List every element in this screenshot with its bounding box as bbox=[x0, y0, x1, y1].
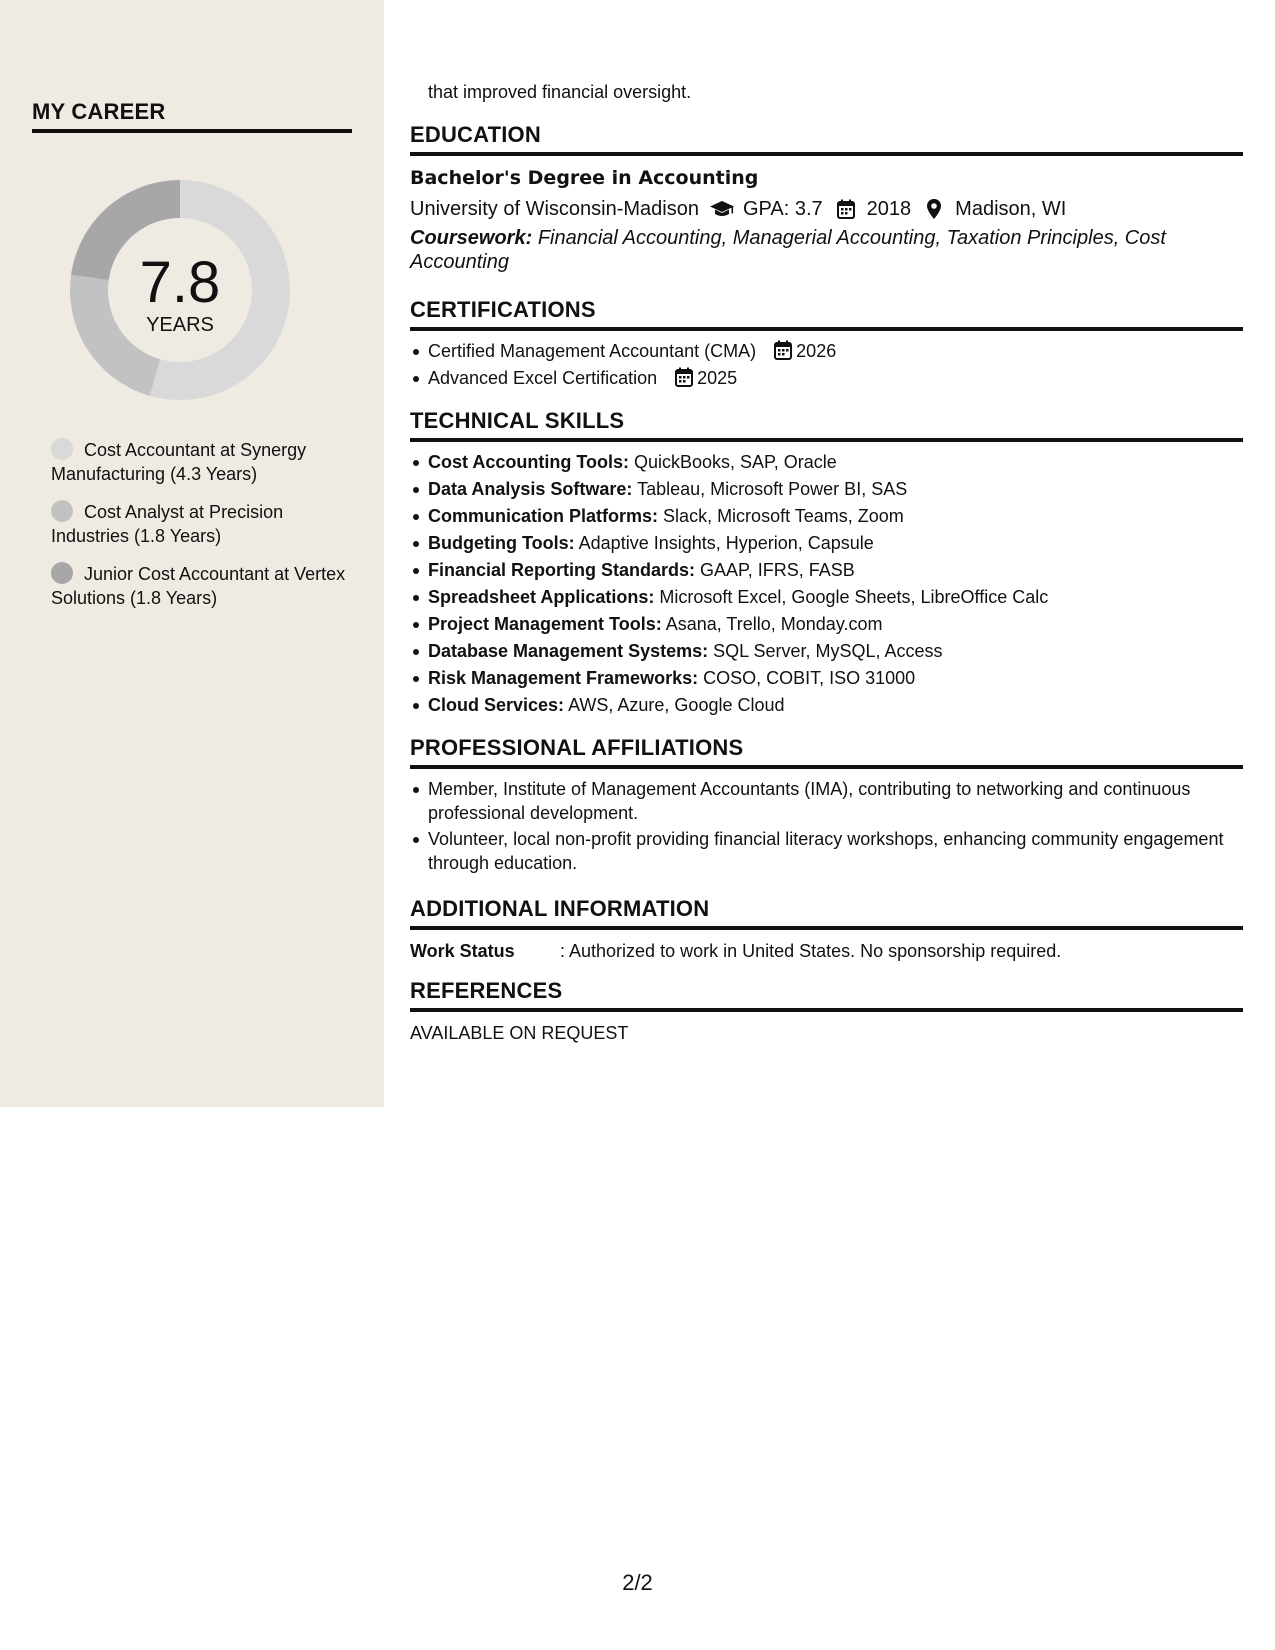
graduation-year: 2018 bbox=[866, 198, 912, 220]
career-item bbox=[51, 500, 351, 548]
skills-list bbox=[410, 450, 1243, 717]
skill-label: Risk Management Frameworks: bbox=[428, 668, 699, 688]
additional-info-heading: ADDITIONAL INFORMATION bbox=[410, 896, 710, 921]
list-item bbox=[410, 477, 1243, 501]
page-number: 2/2 bbox=[622, 1570, 653, 1595]
gpa: GPA: 3.7 bbox=[742, 198, 823, 220]
section-rule bbox=[410, 438, 1243, 442]
career-heading-rule bbox=[32, 129, 352, 133]
skills-heading: TECHNICAL SKILLS bbox=[410, 408, 625, 433]
skill-label: Data Analysis Software: bbox=[428, 479, 633, 499]
career-donut-chart bbox=[66, 176, 294, 404]
legend-dot bbox=[51, 500, 73, 522]
section-rule bbox=[410, 765, 1243, 769]
graduation-cap-icon bbox=[709, 198, 735, 220]
coursework-label: Coursework: bbox=[410, 227, 533, 249]
list-item: Volunteer, local non-profit providing financial literacy workshops, enhancing community engagement through education. bbox=[410, 827, 1243, 875]
list-item bbox=[410, 366, 1243, 390]
total-years-value: 7.8 bbox=[139, 250, 221, 315]
certification-year: 2025 bbox=[697, 368, 738, 388]
certification-name: Advanced Excel Certification bbox=[428, 368, 658, 388]
list-item bbox=[410, 612, 1243, 636]
list-item bbox=[410, 504, 1243, 528]
skill-label: Budgeting Tools: bbox=[428, 533, 575, 553]
work-status-value: : Authorized to work in United States. No sponsorship required. bbox=[560, 941, 1062, 961]
career-heading: MY CAREER bbox=[32, 99, 166, 124]
certifications-section bbox=[410, 296, 1243, 393]
certification-year: 2026 bbox=[796, 341, 837, 361]
career-legend bbox=[51, 438, 351, 624]
career-item bbox=[51, 438, 351, 486]
career-item-label: Cost Accountant at Synergy Manufacturing (4.3 Years) bbox=[51, 440, 307, 484]
skill-value: GAAP, IFRS, FASB bbox=[700, 560, 855, 580]
certification-name: Certified Management Accountant (CMA) bbox=[428, 341, 757, 361]
skill-label: Project Management Tools: bbox=[428, 614, 662, 634]
skill-label: Cloud Services: bbox=[428, 695, 565, 715]
list-item: Member, Institute of Management Accountants (IMA), contributing to networking and continuous professional development. bbox=[410, 777, 1243, 825]
certifications-list bbox=[410, 339, 1243, 390]
list-item bbox=[410, 693, 1243, 717]
skill-value: Tableau, Microsoft Power BI, SAS bbox=[637, 479, 908, 499]
coursework bbox=[410, 226, 1243, 274]
skill-label: Database Management Systems: bbox=[428, 641, 709, 661]
calendar-icon bbox=[773, 340, 793, 360]
skill-value: COSO, COBIT, ISO 31000 bbox=[703, 668, 916, 688]
list-item bbox=[410, 666, 1243, 690]
skill-label: Cost Accounting Tools: bbox=[428, 452, 629, 472]
skill-value: AWS, Azure, Google Cloud bbox=[568, 695, 785, 715]
career-item-label: Cost Analyst at Precision Industries (1.8 Years) bbox=[51, 502, 284, 546]
list-item bbox=[410, 531, 1243, 555]
calendar-icon bbox=[674, 367, 694, 387]
section-rule bbox=[410, 1008, 1243, 1012]
affiliations-list bbox=[410, 777, 1243, 875]
education-section bbox=[410, 121, 1243, 274]
skill-value: Slack, Microsoft Teams, Zoom bbox=[663, 506, 904, 526]
education-heading: EDUCATION bbox=[410, 122, 541, 147]
section-rule bbox=[410, 926, 1243, 930]
affiliations-heading: PROFESSIONAL AFFILIATIONS bbox=[410, 735, 744, 760]
legend-dot bbox=[51, 438, 73, 460]
legend-dot bbox=[51, 562, 73, 584]
sidebar bbox=[0, 0, 384, 1107]
list-item bbox=[410, 585, 1243, 609]
additional-info-section bbox=[410, 895, 1243, 963]
work-status-row bbox=[410, 939, 1243, 963]
section-rule bbox=[410, 327, 1243, 331]
degree-title: Bachelor's Degree in Accounting bbox=[410, 167, 759, 189]
map-pin-icon bbox=[921, 198, 947, 220]
career-item-label: Junior Cost Accountant at Vertex Solutions (1.8 Years) bbox=[51, 564, 346, 608]
list-item bbox=[410, 558, 1243, 582]
skill-value: SQL Server, MySQL, Access bbox=[713, 641, 943, 661]
years-label: YEARS bbox=[146, 314, 214, 336]
skill-value: Adaptive Insights, Hyperion, Capsule bbox=[578, 533, 874, 553]
skill-label: Spreadsheet Applications: bbox=[428, 587, 655, 607]
skill-value: Asana, Trello, Monday.com bbox=[665, 614, 883, 634]
list-item bbox=[410, 339, 1243, 363]
skill-value: Microsoft Excel, Google Sheets, LibreOffice Calc bbox=[659, 587, 1049, 607]
list-item bbox=[410, 450, 1243, 474]
skill-value: QuickBooks, SAP, Oracle bbox=[634, 452, 837, 472]
school-name: University of Wisconsin-Madison bbox=[410, 198, 699, 220]
school-location: Madison, WI bbox=[955, 198, 1067, 220]
references-heading: REFERENCES bbox=[410, 978, 563, 1003]
affiliations-section bbox=[410, 734, 1243, 877]
certifications-heading: CERTIFICATIONS bbox=[410, 297, 596, 322]
references-section bbox=[410, 977, 1243, 1045]
continued-text: that improved financial oversight. bbox=[428, 82, 692, 102]
calendar-icon bbox=[833, 198, 859, 220]
coursework-list: Financial Accounting, Managerial Accounting, Taxation Principles, Cost Accounting bbox=[410, 227, 1166, 273]
skill-label: Financial Reporting Standards: bbox=[428, 560, 696, 580]
list-item bbox=[410, 639, 1243, 663]
skill-label: Communication Platforms: bbox=[428, 506, 659, 526]
section-rule bbox=[410, 152, 1243, 156]
references-text: AVAILABLE ON REQUEST bbox=[410, 1023, 629, 1043]
skills-section bbox=[410, 407, 1243, 720]
education-meta bbox=[410, 195, 1243, 223]
career-item bbox=[51, 562, 351, 610]
work-status-label: Work Status bbox=[410, 941, 515, 961]
